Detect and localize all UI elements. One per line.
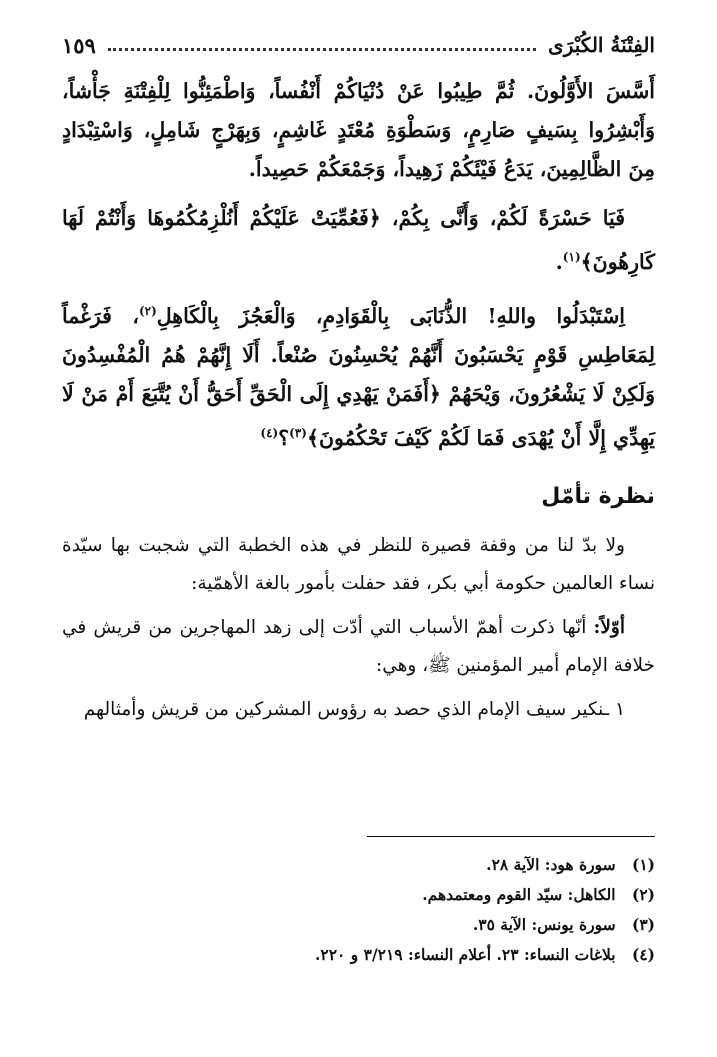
- body-text: ولا بدّ لنا من وقفة قصيرة للنظر في هذه الخطبة التي شجبت بها سيّدة نساء العالمين حكومة أبي بكر، فقد حفلت بأمور بالغة الأهمّية:: [62, 535, 655, 595]
- quote-paragraph: [62, 72, 655, 189]
- footnote-marker: (٢): [138, 303, 157, 318]
- footnote-number: (٣): [631, 915, 655, 934]
- body-paragraph: [62, 527, 655, 603]
- body-paragraph: [62, 691, 655, 729]
- body-text: أنّها ذكرت أهمّ الأسباب التي أدّت إلى زهد المهاجرين من قريش في خلافة الإمام أمير المؤمنين ﷺ، وهي:: [62, 617, 655, 677]
- footnote-text: الكاهل: سيّد القوم ومعتمدهم.: [422, 885, 616, 904]
- body-text: نكير سيف الإمام الذي حصد به رؤوس المشركين من قريش وأمثالهم: [83, 699, 604, 721]
- punctuation: .: [555, 249, 563, 274]
- footnote: [62, 850, 655, 880]
- body-paragraph: [62, 609, 655, 685]
- footnote-text: بلاغات النساء: ٢٣. أعلام النساء: ٣/٢١٩ و ٢٢٠.: [314, 945, 616, 964]
- body-lead: ١ ـ: [603, 699, 625, 721]
- quote-paragraph: [62, 199, 655, 282]
- main-text: [62, 72, 655, 729]
- section-heading: نظرة تأمّل: [541, 484, 655, 510]
- footnote-separator: [367, 836, 655, 837]
- page-number: ١٥٩: [62, 32, 96, 58]
- footnote-text: سورة يونس: الآية ٣٥.: [472, 915, 616, 934]
- footnote-marker: (٣): [289, 425, 307, 440]
- punctuation: ؟: [278, 425, 290, 450]
- dotted-leader: [108, 48, 536, 51]
- running-header: [62, 28, 655, 62]
- quote-text: ، فَرَغْماً لِمَعَاطِسِ قَوْمٍ يَحْسَبُونَ أَنَّهُمْ يُحْسِنُونَ صُنْعاً. أَلَا إِنَّهُمْ هُمُ الْمُفْسِدُونَ وَلَكِنْ لَا يَشْعُرُونَ، وَيْحَهُمْ ﴿أَفَمَنْ يَهْدِي إِلَى الْحَقِّ أَحَقُّ أَنْ يُتَّبَعَ أَمْ مَنْ لَا يَهِدِّي إِلَّا أَنْ يُهْدَى فَمَا لَكُمْ كَيْفَ تَحْكُمُونَ﴾: [62, 303, 655, 450]
- quote-text: اِسْتَبْدَلُوا واللهِ! الذُّنَابَى بِالْقَوَادِمِ، وَالْعَجُزَ بِالْكَاهِلِ: [156, 303, 625, 328]
- footnote-marker: (١): [562, 250, 581, 264]
- quote-text: فَيَا حَسْرَةً لَكُمْ، وَأَنَّى بِكُمْ، ﴿فَعُمِّيَتْ عَلَيْكُمْ أَنُلْزِمُكُمُوهَا وَأَنْتُمْ لَهَا كَارِهُونَ﴾: [62, 206, 655, 274]
- footnote-number: (١): [631, 855, 655, 874]
- footnote-number: (٢): [631, 885, 655, 904]
- quote-text: أَسَّسَ الأَوَّلُونَ. ثُمَّ طِيبُوا عَنْ دُنْيَاكُمْ أَنْفُساً، وَاطْمَئِنُّوا لِلْفِتْنَةِ جَأْشاً، وَأَبْشِرُوا بِسَيفٍ صَارِمٍ، وَسَطْوَةِ مُعْتَدٍ غَاشِمٍ، وَبِهَرْجٍ شَامِلٍ، وَاسْتِبْدَادٍ مِنَ الظَّالِمِينَ، يَدَعُ فَيْئَكُمْ زَهِيداً، وَجَمْعَكُمْ حَصِيداً.: [62, 79, 655, 181]
- footnote: [62, 880, 655, 910]
- quote-paragraph: [62, 292, 655, 458]
- footnote-text: سورة هود: الآية ٢٨.: [486, 855, 616, 874]
- footnote: [62, 940, 655, 970]
- footnote-number: (٤): [631, 945, 655, 964]
- book-title: الفِتْنَةُ الكُبْرَى: [548, 33, 655, 57]
- footnote-marker: (٤): [260, 425, 279, 440]
- footnotes: [62, 850, 655, 970]
- body-lead: أوّلاً:: [593, 617, 625, 639]
- footnote: [62, 910, 655, 940]
